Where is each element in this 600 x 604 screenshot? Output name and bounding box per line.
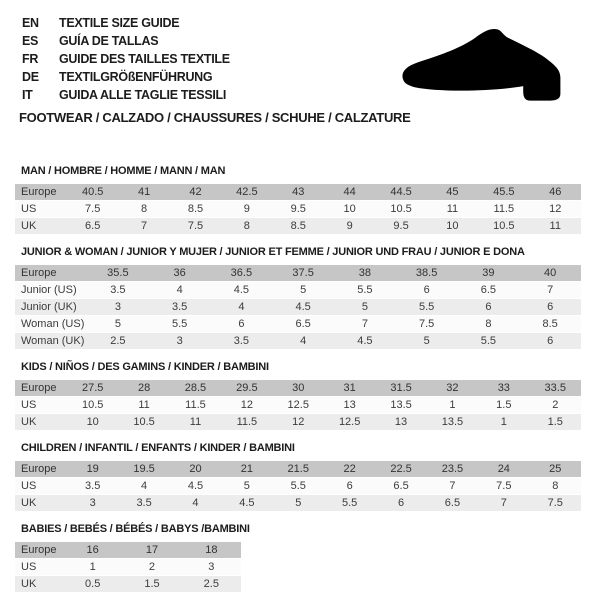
size-value: 11.5: [478, 201, 529, 217]
size-value: 11: [170, 414, 221, 430]
row-label: US: [15, 559, 63, 575]
size-value: 28: [118, 380, 169, 396]
size-value: 22: [324, 461, 375, 477]
size-value: 6: [458, 299, 520, 315]
table-row: [15, 495, 581, 511]
size-value: 19: [67, 461, 118, 477]
size-value: 17: [122, 542, 181, 558]
language-label: GUIDA ALLE TAGLIE TESSILI: [59, 88, 227, 102]
size-value: 13.5: [375, 397, 426, 413]
size-value: 2.5: [182, 576, 241, 592]
language-row: [22, 86, 230, 104]
size-value: 10: [427, 218, 478, 234]
size-value: 6: [396, 282, 458, 298]
size-value: 4: [170, 495, 221, 511]
size-table-section: [15, 523, 581, 593]
size-table: [15, 183, 581, 235]
size-value: 5.5: [273, 478, 324, 494]
size-value: 41: [118, 184, 169, 200]
language-code: ES: [22, 34, 39, 48]
size-value: 4.5: [170, 478, 221, 494]
size-value: 3.5: [211, 333, 273, 349]
size-value: 42: [170, 184, 221, 200]
size-value: 4.5: [221, 495, 272, 511]
size-table: [15, 460, 581, 512]
table-row: [15, 218, 581, 234]
size-value: 6.5: [375, 478, 426, 494]
size-value: 6: [211, 316, 273, 332]
table-row: [15, 299, 581, 315]
row-label: US: [15, 397, 67, 413]
table-row: [15, 282, 581, 298]
size-value: 6: [324, 478, 375, 494]
size-value: 5.5: [324, 495, 375, 511]
size-value: 9.5: [375, 218, 426, 234]
size-value: 19.5: [118, 461, 169, 477]
size-value: 9: [324, 218, 375, 234]
size-value: 3: [67, 495, 118, 511]
size-value: 12.5: [273, 397, 324, 413]
size-value: 6.5: [458, 282, 520, 298]
size-value: 6.5: [427, 495, 478, 511]
size-value: 6: [519, 299, 581, 315]
size-value: 10.5: [375, 201, 426, 217]
size-value: 5.5: [396, 299, 458, 315]
table-row: [15, 397, 581, 413]
size-value: 33.5: [530, 380, 581, 396]
size-value: 10: [67, 414, 118, 430]
dress-shoe-silhouette: [402, 29, 560, 101]
size-value: 21: [221, 461, 272, 477]
size-value: 43: [273, 184, 324, 200]
row-label: Europe: [15, 184, 67, 200]
size-value: 3.5: [118, 495, 169, 511]
size-value: 13: [375, 414, 426, 430]
size-value: 1: [427, 397, 478, 413]
language-label: TEXTILE SIZE GUIDE: [59, 16, 180, 30]
size-value: 32: [427, 380, 478, 396]
size-value: 11.5: [170, 397, 221, 413]
size-value: 10.5: [118, 414, 169, 430]
size-value: 12.5: [324, 414, 375, 430]
size-value: 31: [324, 380, 375, 396]
size-value: 5.5: [334, 282, 396, 298]
language-label: GUIDE DES TAILLES TEXTILE: [59, 52, 230, 66]
size-value: 44.5: [375, 184, 426, 200]
table-row: [15, 316, 581, 332]
size-table: [15, 379, 581, 431]
size-value: 40: [519, 265, 581, 281]
size-value: 7: [478, 495, 529, 511]
size-value: 29.5: [221, 380, 272, 396]
size-value: 5: [272, 282, 334, 298]
size-value: 2.5: [87, 333, 149, 349]
size-value: 3.5: [67, 478, 118, 494]
size-value: 8.5: [273, 218, 324, 234]
size-value: 7: [334, 316, 396, 332]
size-value: 11: [530, 218, 581, 234]
size-value: 45.5: [478, 184, 529, 200]
size-value: 5: [87, 316, 149, 332]
size-value: 10.5: [478, 218, 529, 234]
size-value: 40.5: [67, 184, 118, 200]
size-value: 38.5: [396, 265, 458, 281]
size-value: 31.5: [375, 380, 426, 396]
size-value: 5: [334, 299, 396, 315]
language-label: GUÍA DE TALLAS: [59, 34, 159, 48]
language-list: [22, 14, 230, 104]
size-value: 13.5: [427, 414, 478, 430]
size-value: 7.5: [478, 478, 529, 494]
table-row: [15, 576, 241, 592]
size-value: 21.5: [273, 461, 324, 477]
table-row: [15, 461, 581, 477]
size-value: 44: [324, 184, 375, 200]
size-value: 30: [273, 380, 324, 396]
table-row: [15, 414, 581, 430]
size-value: 7: [427, 478, 478, 494]
size-table-section: [15, 442, 581, 512]
size-value: 39: [458, 265, 520, 281]
table-row: [15, 542, 241, 558]
size-value: 3: [87, 299, 149, 315]
language-code: EN: [22, 16, 39, 30]
size-value: 6: [519, 333, 581, 349]
row-label: UK: [15, 495, 67, 511]
row-label: US: [15, 478, 67, 494]
size-value: 5: [273, 495, 324, 511]
size-value: 10: [324, 201, 375, 217]
size-value: 23.5: [427, 461, 478, 477]
size-value: 8: [118, 201, 169, 217]
size-value: 0.5: [63, 576, 122, 592]
row-label: Europe: [15, 265, 87, 281]
size-value: 7.5: [530, 495, 581, 511]
row-label: Woman (US): [15, 316, 87, 332]
size-value: 5.5: [458, 333, 520, 349]
language-row: [22, 32, 230, 50]
size-value: 27.5: [67, 380, 118, 396]
language-row: [22, 68, 230, 86]
language-code: IT: [22, 88, 33, 102]
size-value: 1: [63, 559, 122, 575]
size-value: 2: [530, 397, 581, 413]
size-value: 3.5: [149, 299, 211, 315]
size-value: 6.5: [272, 316, 334, 332]
size-value: 4: [118, 478, 169, 494]
size-table-section: [15, 165, 581, 235]
table-title: JUNIOR & WOMAN / JUNIOR Y MUJER / JUNIOR ET FEMME / JUNIOR UND FRAU / JUNIOR E DONA: [21, 246, 525, 258]
size-value: 24: [478, 461, 529, 477]
table-row: [15, 559, 241, 575]
table-row: [15, 333, 581, 349]
table-title: BABIES / BEBÉS / BÉBÉS / BABYS /BAMBINI: [21, 523, 250, 535]
size-tables: [15, 165, 581, 604]
size-value: 9.5: [273, 201, 324, 217]
row-label: Europe: [15, 542, 63, 558]
size-value: 11.5: [221, 414, 272, 430]
size-value: 3: [182, 559, 241, 575]
size-value: 16: [63, 542, 122, 558]
size-value: 4.5: [211, 282, 273, 298]
size-value: 7.5: [396, 316, 458, 332]
size-value: 5: [396, 333, 458, 349]
size-value: 9: [221, 201, 272, 217]
size-table-section: [15, 361, 581, 431]
size-value: 33: [478, 380, 529, 396]
language-row: [22, 50, 230, 68]
size-value: 1.5: [530, 414, 581, 430]
size-value: 42.5: [221, 184, 272, 200]
size-value: 28.5: [170, 380, 221, 396]
language-code: FR: [22, 52, 39, 66]
size-value: 35.5: [87, 265, 149, 281]
size-value: 4.5: [272, 299, 334, 315]
size-value: 8: [458, 316, 520, 332]
row-label: Europe: [15, 461, 67, 477]
category-title: FOOTWEAR / CALZADO / CHAUSSURES / SCHUHE / CALZATURE: [19, 110, 411, 125]
size-value: 20: [170, 461, 221, 477]
table-title: MAN / HOMBRE / HOMME / MANN / MAN: [21, 165, 226, 177]
size-value: 13: [324, 397, 375, 413]
size-value: 10.5: [67, 397, 118, 413]
size-value: 45: [427, 184, 478, 200]
table-row: [15, 265, 581, 281]
size-value: 8.5: [170, 201, 221, 217]
size-value: 5.5: [149, 316, 211, 332]
language-code: DE: [22, 70, 39, 84]
shoe-icon: [393, 20, 579, 110]
size-value: 6: [375, 495, 426, 511]
size-value: 6.5: [67, 218, 118, 234]
size-value: 5: [221, 478, 272, 494]
size-value: 1.5: [478, 397, 529, 413]
size-value: 22.5: [375, 461, 426, 477]
size-value: 3: [149, 333, 211, 349]
size-value: 7: [118, 218, 169, 234]
language-label: TEXTILGRÖßENFÜHRUNG: [59, 70, 213, 84]
size-value: 12: [273, 414, 324, 430]
size-value: 4: [149, 282, 211, 298]
table-title: KIDS / NIÑOS / DES GAMINS / KINDER / BAMBINI: [21, 361, 269, 373]
row-label: US: [15, 201, 67, 217]
size-value: 3.5: [87, 282, 149, 298]
row-label: Europe: [15, 380, 67, 396]
size-table: [15, 541, 241, 593]
row-label: Woman (UK): [15, 333, 87, 349]
size-value: 36: [149, 265, 211, 281]
row-label: Junior (US): [15, 282, 87, 298]
table-row: [15, 201, 581, 217]
size-value: 4: [272, 333, 334, 349]
size-value: 8.5: [519, 316, 581, 332]
size-value: 7.5: [67, 201, 118, 217]
size-value: 12: [221, 397, 272, 413]
size-value: 8: [221, 218, 272, 234]
size-table-section: [15, 246, 581, 350]
language-row: [22, 14, 230, 32]
size-value: 7: [519, 282, 581, 298]
size-value: 1.5: [122, 576, 181, 592]
size-value: 46: [530, 184, 581, 200]
size-value: 25: [530, 461, 581, 477]
row-label: UK: [15, 576, 63, 592]
size-value: 8: [530, 478, 581, 494]
size-value: 37.5: [272, 265, 334, 281]
size-value: 11: [118, 397, 169, 413]
size-value: 2: [122, 559, 181, 575]
table-title: CHILDREN / INFANTIL / ENFANTS / KINDER / BAMBINI: [21, 442, 295, 454]
size-value: 12: [530, 201, 581, 217]
table-row: [15, 380, 581, 396]
row-label: UK: [15, 414, 67, 430]
table-row: [15, 478, 581, 494]
table-row: [15, 184, 581, 200]
size-value: 4: [211, 299, 273, 315]
row-label: Junior (UK): [15, 299, 87, 315]
row-label: UK: [15, 218, 67, 234]
size-value: 4.5: [334, 333, 396, 349]
size-table: [15, 264, 581, 350]
size-value: 11: [427, 201, 478, 217]
size-value: 7.5: [170, 218, 221, 234]
size-value: 1: [478, 414, 529, 430]
size-value: 36.5: [211, 265, 273, 281]
size-value: 18: [182, 542, 241, 558]
size-value: 38: [334, 265, 396, 281]
